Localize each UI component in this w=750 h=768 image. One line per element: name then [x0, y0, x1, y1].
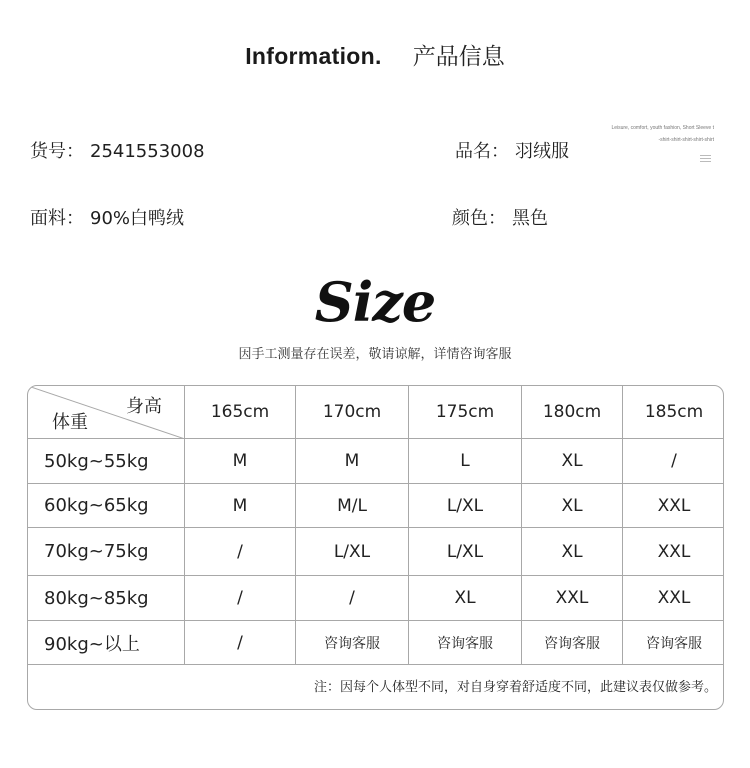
size-cell: /	[671, 451, 677, 471]
corner-weight-label: 体重	[52, 412, 88, 433]
size-cell: /	[185, 621, 296, 664]
weight-cell: 60kg~65kg	[28, 484, 185, 527]
size-cell: /	[185, 576, 296, 620]
weight-cell: 70kg~75kg	[28, 528, 185, 575]
height-header: 185cm	[644, 402, 704, 422]
size-cell: 咨询客服	[296, 621, 409, 664]
table-corner-cell	[28, 386, 185, 438]
weight-cell: 50kg~55kg	[28, 439, 185, 483]
product-name-value: 羽绒服	[515, 141, 569, 162]
size-cell: XL	[409, 576, 522, 620]
size-cell: M	[185, 484, 296, 527]
table-header-row	[28, 386, 724, 439]
list-icon	[700, 155, 711, 164]
size-cell: /	[296, 576, 409, 620]
size-cell: M	[185, 439, 296, 483]
size-cell: 咨询客服	[522, 621, 623, 664]
header-title-cn: 产品信息	[412, 44, 505, 70]
height-header: 175cm	[409, 386, 522, 438]
size-cell: L/XL	[296, 528, 409, 575]
table-row	[28, 576, 724, 621]
height-header: 170cm	[296, 386, 409, 438]
table-note: 注：因每个人体型不同，对自身穿着舒适度不同，此建议表仅做参考。	[313, 680, 717, 695]
size-cell: XXL	[657, 588, 691, 608]
size-cell: 咨询客服	[409, 621, 522, 664]
info-fabric	[30, 204, 184, 230]
table-row	[28, 621, 724, 665]
size-cell: XXL	[522, 576, 623, 620]
size-table	[27, 385, 724, 710]
size-cell: XL	[522, 528, 623, 575]
fabric-value: 90%白鸭绒	[90, 208, 185, 229]
table-row	[28, 528, 724, 576]
color-value: 黑色	[512, 208, 548, 229]
color-label: 颜色：	[452, 208, 506, 229]
tagline-line-2: -shirt-shirt-shirt-shirt-shirt	[658, 137, 714, 143]
size-cell: XL	[522, 439, 623, 483]
size-cell: XL	[522, 484, 623, 527]
size-cell: L/XL	[409, 528, 522, 575]
size-cell: M/L	[296, 484, 409, 527]
page-header	[0, 38, 750, 71]
size-cell: L/XL	[409, 484, 522, 527]
height-header: 180cm	[522, 386, 623, 438]
size-title: Size	[314, 270, 436, 334]
table-row	[28, 439, 724, 484]
weight-cell: 80kg~85kg	[28, 576, 185, 620]
sku-label: 货号：	[30, 141, 84, 162]
table-row	[28, 484, 724, 528]
info-sku	[30, 137, 205, 163]
weight-cell: 90kg~以上	[28, 621, 185, 664]
info-color	[452, 204, 548, 230]
tagline-line-1: Leisure, comfort, youth fashion, Short Sleeve t	[611, 125, 714, 131]
size-cell: L	[409, 439, 522, 483]
size-cell: XXL	[657, 541, 691, 562]
fabric-label: 面料：	[30, 208, 84, 229]
size-subtitle: 因手工测量存在误差，敬请谅解，详情咨询客服	[238, 347, 512, 362]
size-cell: XXL	[657, 495, 691, 516]
info-product-name	[455, 137, 569, 163]
size-cell: 咨询客服	[646, 635, 702, 652]
product-name-label: 品名：	[455, 141, 509, 162]
sku-value: 2541553008	[90, 141, 205, 162]
height-header: 165cm	[185, 386, 296, 438]
size-cell: M	[296, 439, 409, 483]
corner-height-label: 身高	[126, 396, 162, 417]
header-title-en: Information.	[245, 43, 382, 69]
size-cell: /	[185, 528, 296, 575]
